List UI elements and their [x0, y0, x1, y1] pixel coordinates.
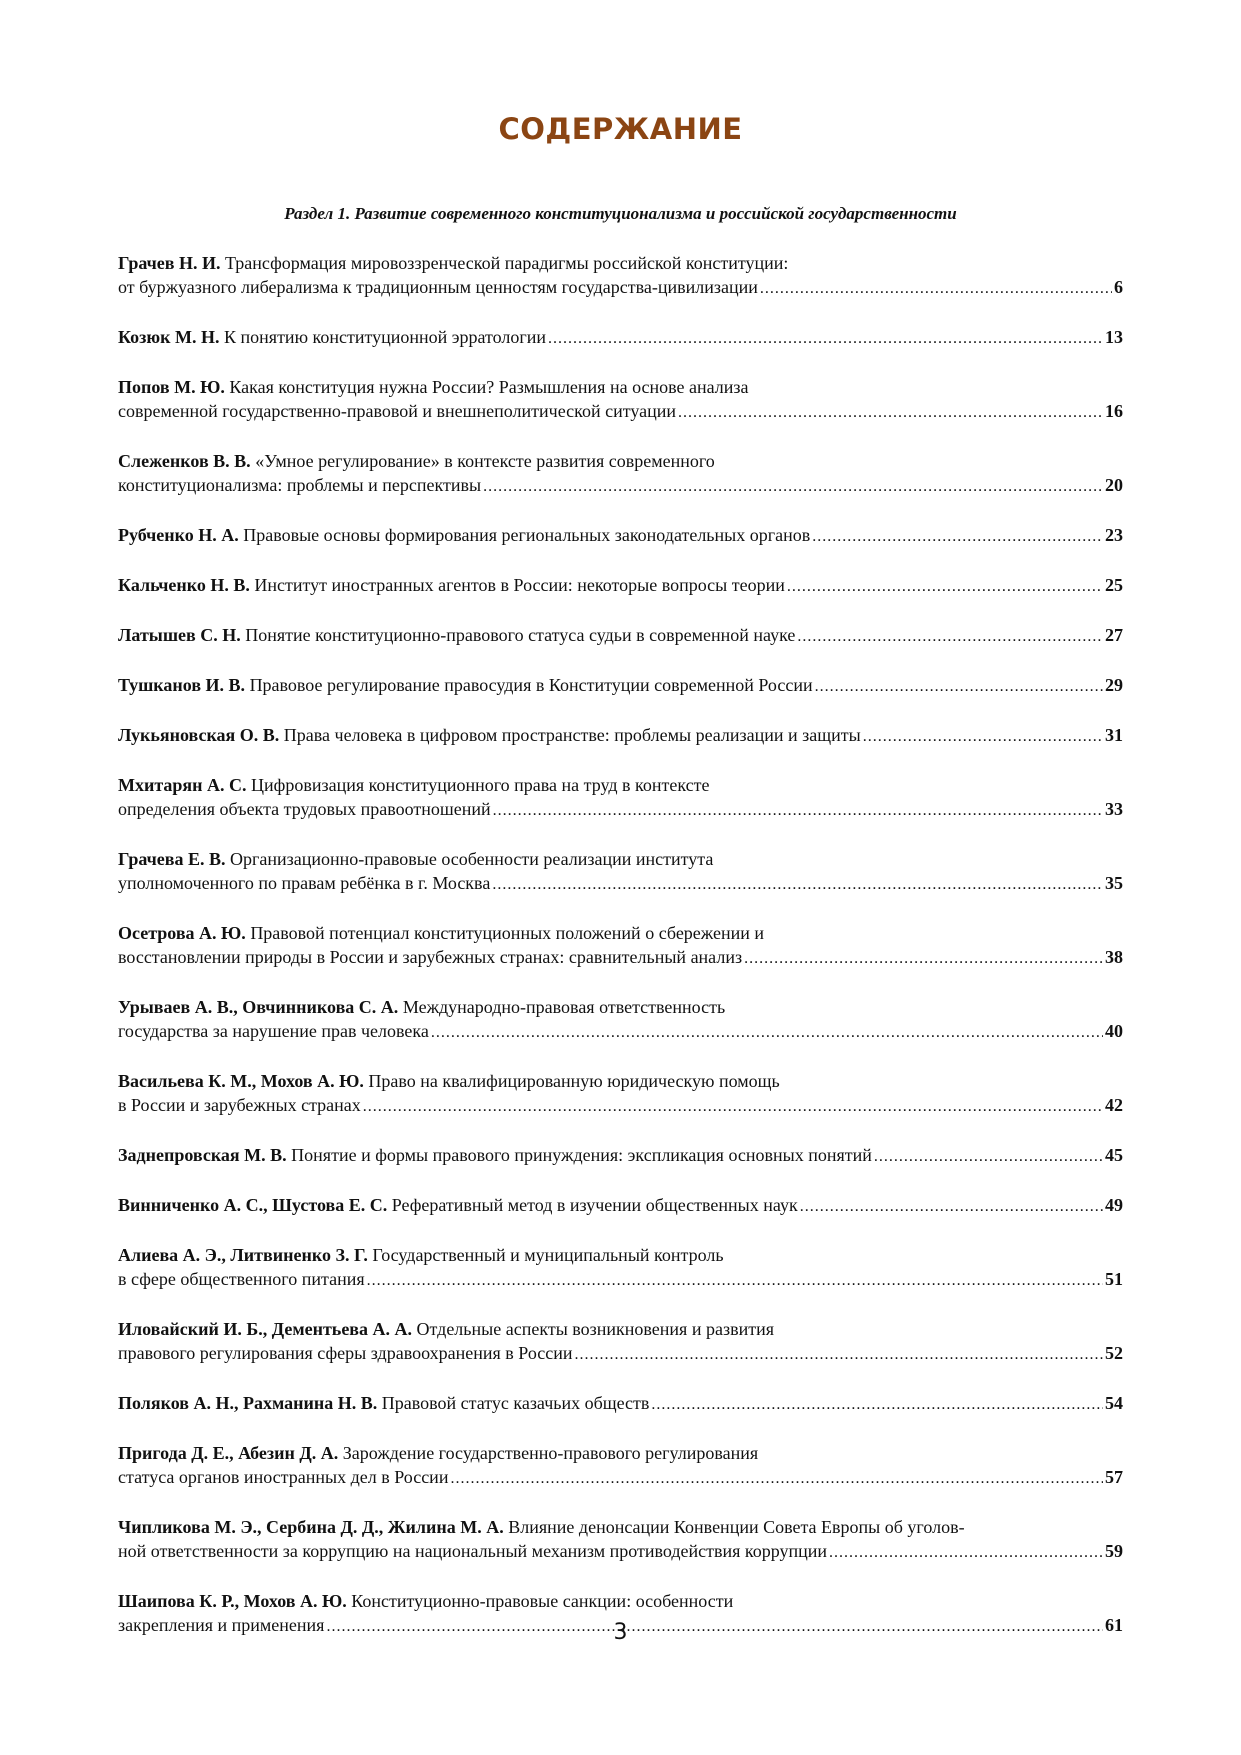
toc-entry-page: 33 [1105, 799, 1123, 819]
toc-entry-first-line [118, 1243, 1123, 1267]
toc-entry-page: 45 [1105, 1145, 1123, 1165]
toc-entry-title: в России и зарубежных странах [118, 1095, 361, 1115]
toc-entry-last-line [118, 523, 1123, 549]
toc-entry[interactable] [118, 375, 1123, 425]
toc-entry-last-line [118, 1341, 1123, 1367]
toc-entry-first-line [118, 1317, 1123, 1341]
toc-entry-title-part1: Отдельные аспекты возникновения и развития [416, 1319, 774, 1339]
toc-entry-title: Понятие и формы правового принуждения: экспликация основных понятий [291, 1145, 872, 1165]
toc-entry-first-line [118, 847, 1123, 871]
dot-leader [678, 401, 1103, 425]
toc-entry-title: государства за нарушение прав человека [118, 1021, 429, 1041]
toc-entry-author: Иловайский И. Б., Дементьева А. А. [118, 1319, 413, 1339]
dot-leader [744, 947, 1103, 971]
toc-entry[interactable] [118, 1069, 1123, 1119]
toc-entry-author: Кальченко Н. В. [118, 575, 250, 595]
toc-entry-title-part1: Какая конституция нужна России? Размышления на основе анализа [229, 377, 749, 397]
toc-entry-last-line [118, 945, 1123, 971]
toc-entry-title: восстановлении природы в России и зарубежных странах: сравнительный анализ [118, 947, 743, 967]
toc-entry-title: закрепления и применения [118, 1615, 325, 1635]
dot-leader [492, 873, 1103, 897]
dot-leader [815, 675, 1103, 699]
toc-entry-first-line [118, 1441, 1123, 1465]
toc-entry[interactable] [118, 847, 1123, 897]
toc-entry-page: 29 [1105, 675, 1123, 695]
toc-entry-title-part1: Конституционно-правовые санкции: особенности [351, 1591, 734, 1611]
toc-entry-first-line [118, 251, 1123, 275]
toc-entry-page: 25 [1105, 575, 1123, 595]
toc-entry-author: Урываев А. В., Овчинникова С. А. [118, 997, 399, 1017]
toc-entry-last-line [118, 1465, 1123, 1491]
toc-entry-last-line [118, 473, 1123, 499]
toc-entry-author: Пригода Д. Е., Абезин Д. А. [118, 1443, 339, 1463]
toc-entry[interactable] [118, 773, 1123, 823]
toc-entry[interactable] [118, 1243, 1123, 1293]
toc-entry-author: Рубченко Н. А. [118, 525, 239, 545]
toc-entry-title-part1: Влияние денонсации Конвенции Совета Европы об уголов- [508, 1517, 965, 1537]
toc-entry-last-line [118, 623, 1123, 649]
toc-entry-page: 61 [1105, 1615, 1123, 1635]
toc-entry-page: 6 [1114, 277, 1123, 297]
toc-entry[interactable] [118, 723, 1123, 749]
dot-leader [787, 575, 1103, 599]
toc-entry-first-line [118, 773, 1123, 797]
toc-entry-author: Чипликова М. Э., Сербина Д. Д., Жилина М. А. [118, 1517, 504, 1537]
dot-leader [863, 725, 1103, 749]
toc-entry-first-line [118, 449, 1123, 473]
toc-entry-title-part1: Цифровизация конституционного права на труд в контексте [251, 775, 710, 795]
toc-entry-author: Слеженков В. В. [118, 451, 251, 471]
toc-entry-last-line [118, 797, 1123, 823]
toc-entry[interactable] [118, 673, 1123, 699]
dot-leader [829, 1541, 1103, 1565]
toc-entry-last-line [118, 1143, 1123, 1169]
dot-leader [493, 799, 1103, 823]
toc-entry-last-line [118, 1019, 1123, 1045]
dot-leader [363, 1095, 1103, 1119]
toc-entry-page: 52 [1105, 1343, 1123, 1363]
toc-entry-author: Поляков А. Н., Рахманина Н. В. [118, 1393, 378, 1413]
page-title: СОДЕРЖАНИЕ [498, 112, 743, 146]
toc-entry-title: конституционализма: проблемы и перспективы [118, 475, 482, 495]
toc-entry[interactable] [118, 921, 1123, 971]
toc-entry-title-part1: Зарождение государственно-правового регулирования [342, 1443, 759, 1463]
toc-entry-last-line [118, 1539, 1123, 1565]
dot-leader [575, 1343, 1103, 1367]
dot-leader [431, 1021, 1103, 1045]
toc-entry-page: 42 [1105, 1095, 1123, 1115]
toc-entry-page: 35 [1105, 873, 1123, 893]
toc-entry[interactable] [118, 449, 1123, 499]
toc-entry-first-line [118, 1589, 1123, 1613]
toc-entry-title-part1: Международно-правовая ответственность [402, 997, 726, 1017]
toc-entry-title: правового регулирования сферы здравоохранения в России [118, 1343, 573, 1363]
toc-entry-last-line [118, 399, 1123, 425]
toc-entry-last-line [118, 1193, 1123, 1219]
toc-entry-title: ной ответственности за коррупцию на национальный механизм противодействия коррупции [118, 1541, 828, 1561]
toc-entry-page: 16 [1105, 401, 1123, 421]
toc-entry[interactable] [118, 995, 1123, 1045]
toc-entry-last-line [118, 573, 1123, 599]
toc-entry-last-line [118, 1267, 1123, 1293]
section-heading: Раздел 1. Развитие современного конституционализма и российской государственности [284, 204, 957, 223]
toc-entry-last-line [118, 325, 1123, 351]
toc-entry[interactable] [118, 325, 1123, 351]
toc-entry-last-line [118, 723, 1123, 749]
toc-entry-page: 57 [1105, 1467, 1123, 1487]
toc-entry-author: Заднепровская М. В. [118, 1145, 287, 1165]
toc-entry-first-line [118, 995, 1123, 1019]
toc-entry-page: 38 [1105, 947, 1123, 967]
dot-leader [483, 475, 1103, 499]
toc-entry-title: современной государственно-правовой и внешнеполитической ситуации [118, 401, 676, 421]
toc-entry-title-part1: Право на квалифицированную юридическую помощь [368, 1071, 780, 1091]
toc-entry-title: Правовое регулирование правосудия в Конституции современной России [249, 675, 813, 695]
toc-entry[interactable] [118, 1441, 1123, 1491]
dot-leader [760, 277, 1112, 301]
toc-entry-title: К понятию конституционной эрратологии [224, 327, 547, 347]
toc-entry-page: 51 [1105, 1269, 1123, 1289]
toc-entry[interactable] [118, 1317, 1123, 1367]
toc-entry[interactable] [118, 1515, 1123, 1565]
toc-entry-author: Васильева К. М., Мохов А. Ю. [118, 1071, 364, 1091]
toc-entry-last-line [118, 1391, 1123, 1417]
toc-entry-title-part1: Правовой потенциал конституционных положений о сбережении и [250, 923, 765, 943]
toc-entry-title: Правовой статус казачьих обществ [381, 1393, 650, 1413]
toc-entry-author: Мхитарян А. С. [118, 775, 247, 795]
toc-entry-page: 13 [1105, 327, 1123, 347]
dot-leader [548, 327, 1103, 351]
toc-entry-author: Винниченко А. С., Шустова Е. С. [118, 1195, 388, 1215]
toc-entry-author: Алиева А. Э., Литвиненко З. Г. [118, 1245, 368, 1265]
toc-entry-first-line [118, 1515, 1123, 1539]
toc-entry-author: Тушканов И. В. [118, 675, 246, 695]
toc-entry[interactable] [118, 623, 1123, 649]
toc-entry-last-line [118, 673, 1123, 699]
toc-entry[interactable] [118, 523, 1123, 549]
toc-entry-title: уполномоченного по правам ребёнка в г. Москва [118, 873, 491, 893]
toc-entry-author: Грачева Е. В. [118, 849, 226, 869]
toc-entry-first-line [118, 921, 1123, 945]
dot-leader [651, 1393, 1103, 1417]
toc-entry-title: в сфере общественного питания [118, 1269, 365, 1289]
toc-entry-first-line [118, 1069, 1123, 1093]
dot-leader [450, 1467, 1103, 1491]
toc-entry[interactable] [118, 573, 1123, 599]
dot-leader [874, 1145, 1103, 1169]
toc-entry-title: Реферативный метод в изучении общественных наук [391, 1195, 798, 1215]
toc-entry-title-part1: Организационно-правовые особенности реализации института [229, 849, 714, 869]
toc-entry-page: 20 [1105, 475, 1123, 495]
toc-entry-last-line [118, 1093, 1123, 1119]
toc-entry-page: 54 [1105, 1393, 1123, 1413]
dot-leader [800, 1195, 1103, 1219]
toc-entry-page: 27 [1105, 625, 1123, 645]
toc-entry-title: Правовые основы формирования региональных законодательных органов [243, 525, 811, 545]
toc-entry-author: Козюк М. Н. [118, 327, 220, 347]
table-of-contents [118, 251, 1123, 1663]
toc-entry-page: 59 [1105, 1541, 1123, 1561]
toc-entry-title-part1: Государственный и муниципальный контроль [372, 1245, 724, 1265]
toc-entry-title: Понятие конституционно-правового статуса судьи в современной науке [245, 625, 796, 645]
toc-entry-page: 31 [1105, 725, 1123, 745]
toc-entry-title: Права человека в цифровом пространстве: проблемы реализации и защиты [283, 725, 861, 745]
toc-entry-page: 49 [1105, 1195, 1123, 1215]
toc-entry-author: Попов М. Ю. [118, 377, 225, 397]
toc-entry-title: Институт иностранных агентов в России: некоторые вопросы теории [254, 575, 785, 595]
toc-entry-author: Лукьяновская О. В. [118, 725, 280, 745]
toc-entry-last-line [118, 871, 1123, 897]
toc-entry-first-line [118, 375, 1123, 399]
toc-entry[interactable] [118, 251, 1123, 301]
toc-entry-last-line [118, 275, 1123, 301]
toc-entry-author: Осетрова А. Ю. [118, 923, 246, 943]
toc-entry-title-part1: Трансформация мировоззренческой парадигмы российской конституции: [224, 253, 789, 273]
dot-leader [367, 1269, 1103, 1293]
toc-entry[interactable] [118, 1391, 1123, 1417]
toc-entry-title: определения объекта трудовых правоотношений [118, 799, 491, 819]
dot-leader [812, 525, 1103, 549]
page-number: 3 [613, 1620, 628, 1645]
toc-entry[interactable] [118, 1193, 1123, 1219]
toc-entry-page: 40 [1105, 1021, 1123, 1041]
toc-entry-page: 23 [1105, 525, 1123, 545]
toc-entry-author: Шаипова К. Р., Мохов А. Ю. [118, 1591, 347, 1611]
toc-entry-title-part1: «Умное регулирование» в контексте развития современного [255, 451, 715, 471]
toc-entry-author: Грачев Н. И. [118, 253, 221, 273]
toc-entry-title: от буржуазного либерализма к традиционным ценностям государства-цивилизации [118, 277, 758, 297]
dot-leader [797, 625, 1103, 649]
toc-entry[interactable] [118, 1143, 1123, 1169]
toc-entry-title: статуса органов иностранных дел в России [118, 1467, 449, 1487]
toc-entry-author: Латышев С. Н. [118, 625, 241, 645]
